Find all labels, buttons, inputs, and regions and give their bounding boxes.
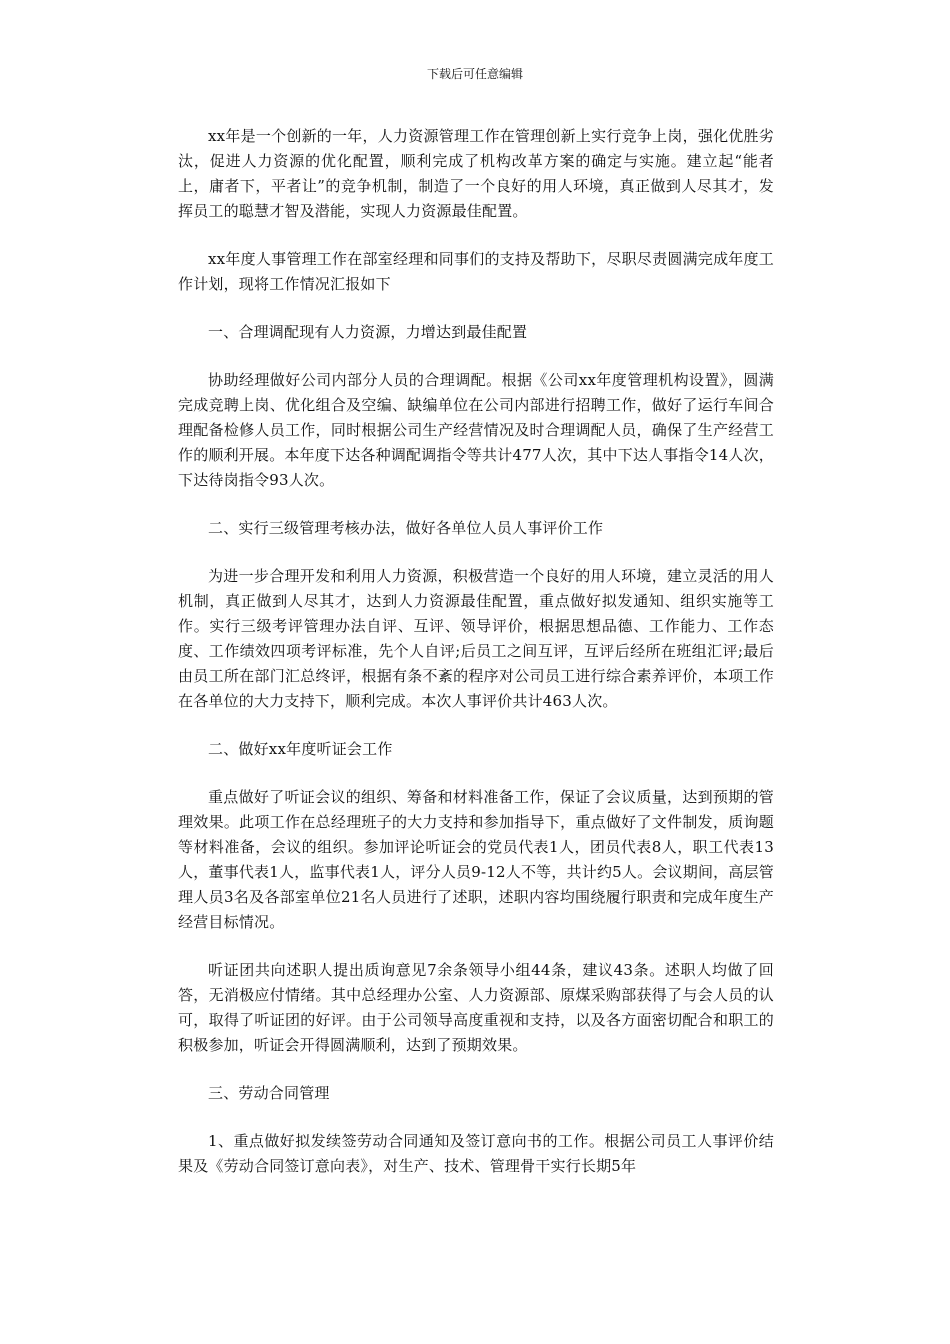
section-heading-4: 三、劳动合同管理	[208, 1084, 330, 1102]
paragraph-summary: xx年度人事管理工作在部室经理和同事们的支持及帮助下，尽职尽责圆满完成年度工作计划，现将工作情况汇报如下	[178, 250, 774, 293]
document-body	[178, 124, 774, 1202]
paragraph-section-1: 协助经理做好公司内部分人员的合理调配。根据《公司xx年度管理机构设置》，圆满完成竞聘上岗、优化组合及空编、缺编单位在公司内部进行招聘工作，做好了运行车间合理配备检修人员工作，同时根据公司生产经营情况及时合理调配人员，确保了生产经营工作的顺利开展。本年度下达各种调配调指令等共计477人次，其中下达人事指令14人次，下达待岗指令93人次。	[178, 371, 774, 489]
section-heading-3: 二、做好xx年度听证会工作	[208, 740, 393, 758]
paragraph-intro: xx年是一个创新的一年，人力资源管理工作在管理创新上实行竞争上岗，强化优胜劣汰，促进人力资源的优化配置，顺利完成了机构改革方案的确定与实施。建立起“能者上，庸者下，平者让”的竞争机制，制造了一个良好的用人环境，真正做到人尽其才，发挥员工的聪慧才智及潜能，实现人力资源最佳配置。	[178, 127, 774, 220]
paragraph-section-2: 为进一步合理开发和利用人力资源，积极营造一个良好的用人环境，建立灵活的用人机制，真正做到人尽其才，达到人力资源最佳配置，重点做好拟发通知、组织实施等工作。实行三级考评管理办法自评、互评、领导评价，根据思想品德、工作能力、工作态度、工作绩效四项考评标准，先个人自评;后员工之间互评，互评后经所在班组汇评;最后由员工所在部门汇总终评，根据有条不紊的程序对公司员工进行综合素养评价，本项工作在各单位的大力支持下，顺利完成。本次人事评价共计463人次。	[178, 567, 774, 710]
page-header: 下载后可任意编辑	[426, 67, 523, 81]
section-heading-2: 二、实行三级管理考核办法，做好各单位人员人事评价工作	[208, 519, 604, 537]
paragraph-section-3b: 听证团共向述职人提出质询意见7余条领导小组44条，建议43条。述职人均做了回答，无消极应付情绪。其中总经理办公室、人力资源部、原煤采购部获得了与会人员的认可，取得了听证团的好评。由于公司领导高度重视和支持，以及各方面密切配合和职工的积极参加，听证会开得圆满顺利，达到了预期效果。	[178, 961, 774, 1054]
paragraph-section-3a: 重点做好了听证会议的组织、筹备和材料准备工作，保证了会议质量，达到预期的管理效果。此项工作在总经理班子的大力支持和参加指导下，重点做好了文件制发，质询题等材料准备，会议的组织。参加评论听证会的党员代表1人，团员代表8人，职工代表13人，董事代表1人，监事代表1人，评分人员9-12人不等，共计约5人。会议期间，高层管理人员3名及各部室单位21名人员进行了述职，述职内容均围绕履行职责和完成年度生产经营目标情况。	[178, 788, 774, 931]
paragraph-section-4: 1、重点做好拟发续签劳动合同通知及签订意向书的工作。根据公司员工人事评价结果及《劳动合同签订意向表》，对生产、技术、管理骨干实行长期5年	[178, 1132, 774, 1175]
section-heading-1: 一、合理调配现有人力资源，力增达到最佳配置	[208, 323, 528, 341]
